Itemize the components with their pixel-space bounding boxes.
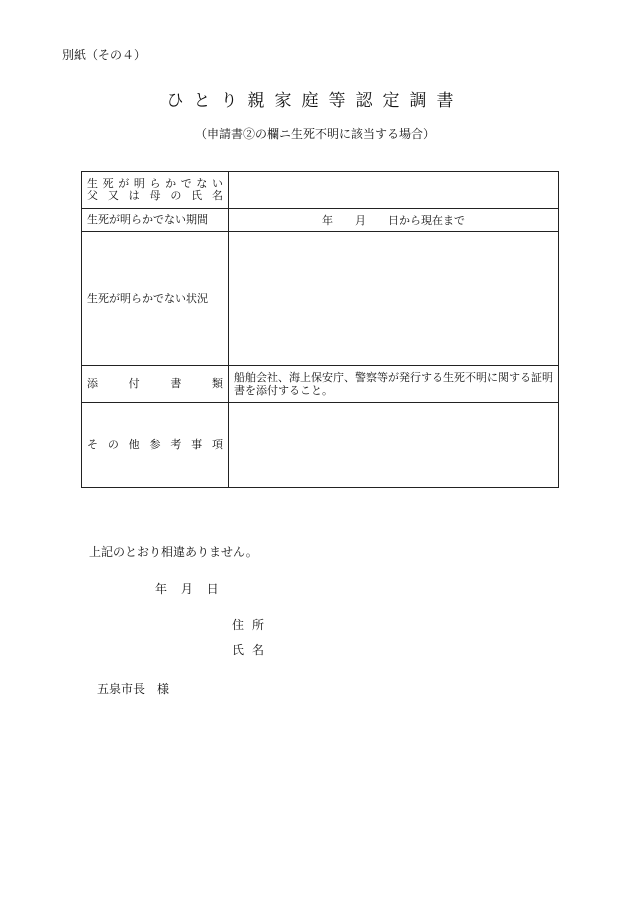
period-field[interactable]: 年 月 日から現在まで — [229, 209, 559, 232]
row-period — [82, 209, 559, 232]
attachments-note: 船舶会社、海上保安庁、警察等が発行する生死不明に関する証明書を添付すること。 — [229, 366, 559, 403]
row-other — [82, 403, 559, 488]
document-title: ひとり親家庭等認定調書 — [166, 91, 464, 111]
date-line: 年 月 日 — [155, 582, 219, 596]
row-situation — [82, 232, 559, 366]
parent-name-field[interactable] — [229, 172, 559, 209]
name-label: 氏名 — [232, 643, 273, 657]
situation-label: 生死が明らかでない状況 — [82, 232, 229, 366]
recipient-line: 五泉市長 様 — [97, 682, 170, 696]
document-subtitle: （申請書②の欄ニ生死不明に該当する場合） — [194, 127, 435, 141]
parent-name-label-line2: 父 又 は 母 の 氏 名 — [87, 189, 223, 202]
parent-name-label — [82, 172, 229, 209]
row-attachments — [82, 366, 559, 403]
situation-field[interactable] — [229, 232, 559, 366]
parent-name-label-line1: 生 死 が 明 ら か で な い — [87, 177, 223, 190]
row-parent-name — [82, 172, 559, 209]
other-field[interactable] — [229, 403, 559, 488]
certification-form-table — [81, 171, 559, 488]
confirmation-text: 上記のとおり相違ありません。 — [89, 545, 258, 559]
attachments-label: 添 付 書 類 — [82, 366, 229, 403]
attachment-label: 別紙（その４） — [62, 48, 147, 62]
period-label: 生死が明らかでない期間 — [82, 209, 229, 232]
other-label: そ の 他 参 考 事 項 — [82, 403, 229, 488]
address-label: 住所 — [232, 618, 273, 632]
